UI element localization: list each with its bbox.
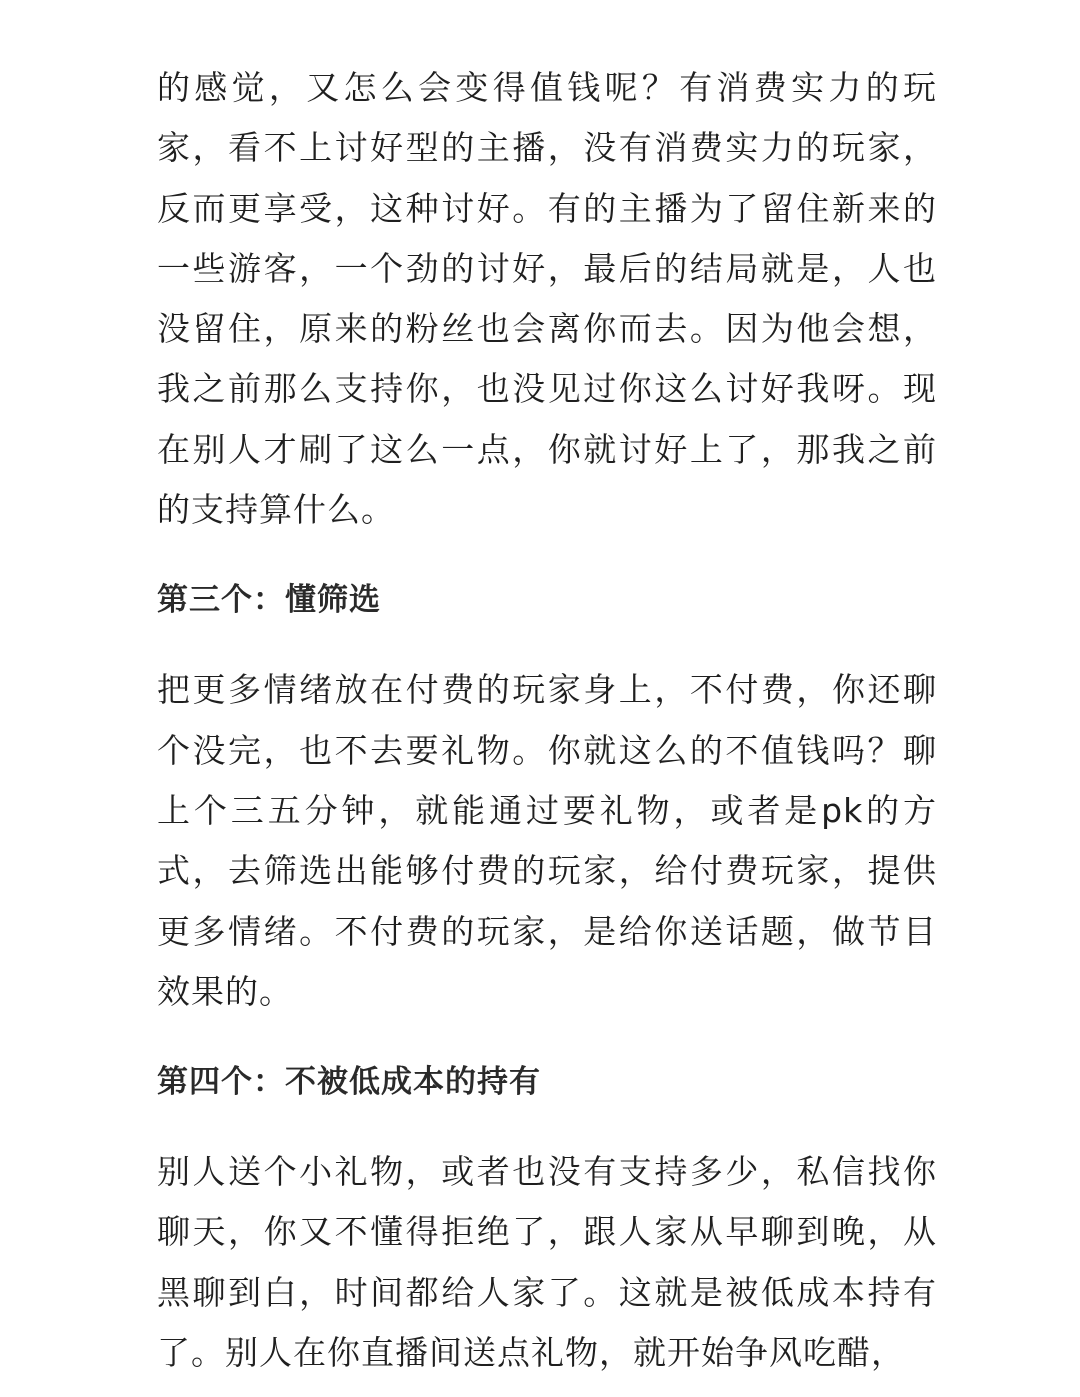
spacer — [157, 1112, 937, 1142]
article-body — [157, 58, 937, 1383]
section-heading-3: 第三个：懂筛选 — [157, 582, 381, 619]
spacer — [157, 630, 937, 660]
paragraph-3: 别人送个小礼物，或者也没有支持多少，私信找你聊天，你又不懂得拒绝了，跟人家从早聊到晚，从黑聊到白，时间都给人家了。这就是被低成本持有了。别人在你直播间送点礼物，就开始争风吃醋， — [157, 1152, 937, 1373]
paragraph-1: 的感觉，又怎么会变得值钱呢？有消费实力的玩家，看不上讨好型的主播，没有消费实力的玩家，反而更享受，这种讨好。有的主播为了留住新来的一些游客，一个劲的讨好，最后的结局就是，人也没留住，原来的粉丝也会离你而去。因为他会想，我之前那么支持你，也没见过你这么讨好我呀。现在别人才刷了这么一点，你就讨好上了，那我之前的支持算什么。 — [157, 68, 937, 530]
spacer — [157, 1022, 937, 1052]
section-heading-4: 第四个：不被低成本的持有 — [157, 1064, 541, 1101]
spacer — [157, 540, 937, 570]
paragraph-2: 把更多情绪放在付费的玩家身上，不付费，你还聊个没完，也不去要礼物。你就这么的不值钱吗？聊上个三五分钟，就能通过要礼物，或者是pk的方式，去筛选出能够付费的玩家，给付费玩家，提供更多情绪。不付费的玩家，是给你送话题，做节目效果的。 — [157, 670, 937, 1011]
